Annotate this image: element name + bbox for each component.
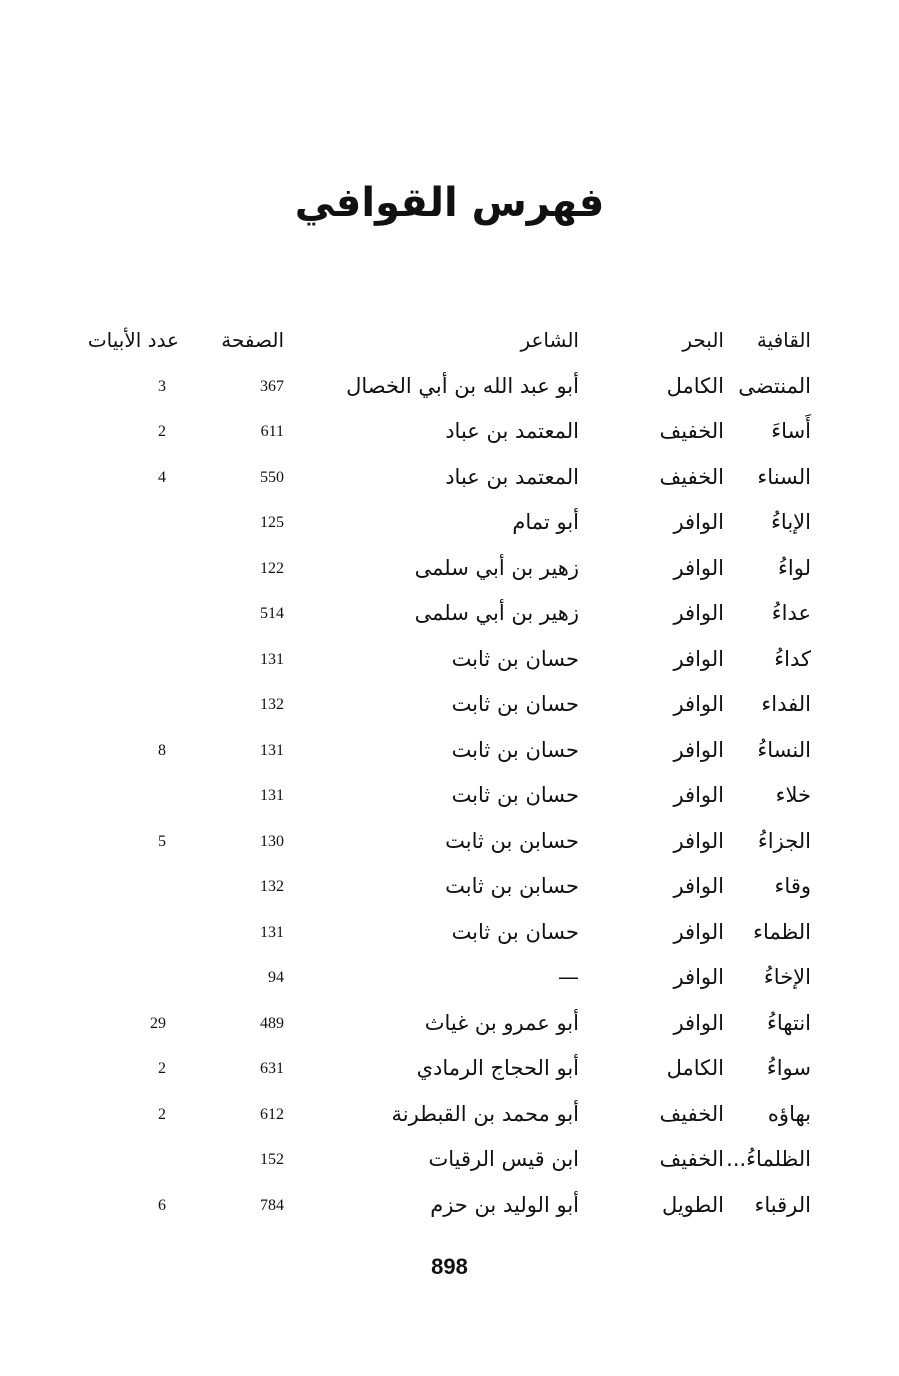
table-row bbox=[0, 738, 899, 784]
poet-cell: حسان بن ثابت bbox=[451, 646, 579, 671]
poet-cell: حسان بن ثابت bbox=[451, 737, 579, 762]
verse-count-cell: 2 bbox=[158, 423, 166, 440]
meter-cell: الوافر bbox=[673, 1010, 724, 1035]
table-row bbox=[0, 647, 899, 693]
verse-count-cell: 2 bbox=[158, 1060, 166, 1077]
meter-cell: الكامل bbox=[666, 373, 724, 398]
index-title: فهرس القوافي bbox=[294, 180, 605, 226]
rhyme-cell: السناء bbox=[757, 464, 811, 489]
poet-cell: أبو الحجاج الرمادي bbox=[416, 1056, 579, 1080]
verse-count-cell: 29 bbox=[150, 1014, 166, 1032]
table-row bbox=[0, 419, 899, 465]
poet-cell: حسابن بن ثابت bbox=[445, 874, 579, 898]
page-cell: 94 bbox=[268, 969, 284, 986]
rhyme-cell: المنتضى bbox=[738, 373, 811, 398]
poet-cell: أبو الوليد بن حزم bbox=[430, 1192, 579, 1217]
verse-count-cell: 5 bbox=[158, 832, 166, 850]
header-rhyme: القافية bbox=[756, 328, 811, 352]
verse-count-cell: 2 bbox=[158, 1105, 166, 1123]
page-cell: 784 bbox=[260, 1196, 284, 1214]
rhyme-cell: سواءُ bbox=[766, 1056, 811, 1080]
table-row bbox=[0, 920, 899, 966]
page-cell: 132 bbox=[260, 696, 284, 713]
meter-cell: الوافر bbox=[673, 555, 724, 580]
verse-count-cell: 3 bbox=[158, 377, 166, 395]
rhyme-cell: النساءُ bbox=[757, 737, 811, 762]
page-cell: 131 bbox=[260, 741, 284, 759]
meter-cell: الوافر bbox=[673, 919, 724, 944]
table-row bbox=[0, 510, 899, 556]
rhyme-cell: الظلماءُ... bbox=[726, 1147, 811, 1171]
table-row bbox=[0, 374, 899, 420]
rhyme-index-table bbox=[0, 328, 899, 1238]
rhyme-cell: وقاء bbox=[774, 874, 811, 898]
poet-cell: أبو عمرو بن غياث bbox=[424, 1010, 579, 1035]
page-cell: 125 bbox=[260, 514, 284, 531]
poet-cell: أبو عبد الله بن أبي الخصال bbox=[346, 373, 579, 398]
rhyme-cell: الإخاءُ bbox=[763, 965, 811, 989]
header-count: عدد الأبيات bbox=[87, 328, 179, 352]
table-row bbox=[0, 1102, 899, 1148]
meter-cell: الطويل bbox=[661, 1192, 724, 1217]
page-cell: 122 bbox=[260, 559, 284, 577]
meter-cell: الوافر bbox=[673, 646, 724, 671]
rhyme-cell: خلاء bbox=[775, 783, 811, 807]
table-row bbox=[0, 965, 899, 1011]
poet-cell: المعتمد بن عباد bbox=[445, 419, 579, 443]
meter-cell: الوافر bbox=[673, 601, 724, 625]
table-header-row bbox=[0, 328, 899, 374]
poet-cell: أبو تمام bbox=[512, 510, 579, 534]
table-row bbox=[0, 601, 899, 647]
page-cell: 132 bbox=[260, 878, 284, 895]
rhyme-cell: الجزاءُ bbox=[757, 828, 811, 853]
poet-cell: — bbox=[558, 965, 579, 989]
meter-cell: الخفيف bbox=[659, 419, 724, 443]
rhyme-cell: الإباءُ bbox=[771, 510, 811, 534]
rhyme-cell: عداءُ bbox=[771, 601, 811, 625]
table-row bbox=[0, 692, 899, 738]
meter-cell: الوافر bbox=[673, 828, 724, 853]
verse-count-cell: 8 bbox=[158, 741, 166, 759]
table-body bbox=[0, 374, 899, 1239]
meter-cell: الكامل bbox=[666, 1056, 724, 1080]
table-row bbox=[0, 556, 899, 602]
table-row bbox=[0, 1193, 899, 1239]
rhyme-cell: لواءُ bbox=[778, 555, 811, 580]
poet-cell: زهير بن أبي سلمى bbox=[414, 555, 579, 580]
table-row bbox=[0, 829, 899, 875]
header-page: الصفحة bbox=[221, 328, 284, 352]
table-row bbox=[0, 465, 899, 511]
meter-cell: الوافر bbox=[673, 783, 724, 807]
verse-count-cell: 6 bbox=[158, 1196, 166, 1214]
rhyme-cell: بهاؤه bbox=[767, 1101, 811, 1126]
page-cell: 130 bbox=[260, 832, 284, 850]
poet-cell: أبو محمد بن القبطرنة bbox=[391, 1101, 579, 1126]
meter-cell: الوافر bbox=[673, 692, 724, 716]
header-poet: الشاعر bbox=[520, 328, 579, 352]
rhyme-cell: انتهاءُ bbox=[767, 1010, 811, 1035]
page-cell: 152 bbox=[260, 1151, 284, 1168]
rhyme-cell: كداءُ bbox=[774, 646, 811, 671]
page-cell: 131 bbox=[260, 787, 284, 804]
poet-cell: زهير بن أبي سلمى bbox=[414, 601, 579, 625]
meter-cell: الخفيف bbox=[659, 1147, 724, 1171]
poet-cell: حسان بن ثابت bbox=[451, 692, 579, 716]
meter-cell: الخفيف bbox=[659, 1101, 724, 1126]
poet-cell: حسان بن ثابت bbox=[451, 783, 579, 807]
page-cell: 131 bbox=[260, 923, 284, 941]
table-row bbox=[0, 783, 899, 829]
page-cell: 550 bbox=[260, 468, 284, 486]
meter-cell: الخفيف bbox=[659, 464, 724, 489]
page-cell: 489 bbox=[260, 1014, 284, 1032]
meter-cell: الوافر bbox=[673, 737, 724, 762]
poet-cell: حسان بن ثابت bbox=[451, 919, 579, 944]
table-row bbox=[0, 874, 899, 920]
rhyme-cell: الرقباء bbox=[754, 1192, 811, 1217]
rhyme-cell: أَساءَ bbox=[771, 419, 811, 443]
header-meter: البحر bbox=[682, 328, 724, 352]
rhyme-cell: الظماء bbox=[753, 919, 811, 944]
table-row bbox=[0, 1147, 899, 1193]
table-row bbox=[0, 1056, 899, 1102]
page-number: 898 bbox=[431, 1254, 468, 1279]
page-cell: 367 bbox=[260, 377, 284, 395]
verse-count-cell: 4 bbox=[158, 468, 166, 486]
page-cell: 631 bbox=[260, 1060, 284, 1077]
table-row bbox=[0, 1011, 899, 1057]
poet-cell: ابن قيس الرقيات bbox=[428, 1147, 579, 1171]
meter-cell: الوافر bbox=[673, 965, 724, 989]
page-cell: 131 bbox=[260, 650, 284, 668]
poet-cell: حسابن بن ثابت bbox=[445, 828, 579, 853]
page-cell: 611 bbox=[260, 423, 284, 440]
page-cell: 514 bbox=[260, 605, 284, 622]
page-cell: 612 bbox=[260, 1105, 284, 1123]
meter-cell: الوافر bbox=[673, 874, 724, 898]
meter-cell: الوافر bbox=[673, 510, 724, 534]
poet-cell: المعتمد بن عباد bbox=[445, 464, 579, 489]
rhyme-cell: الفداء bbox=[761, 692, 811, 716]
